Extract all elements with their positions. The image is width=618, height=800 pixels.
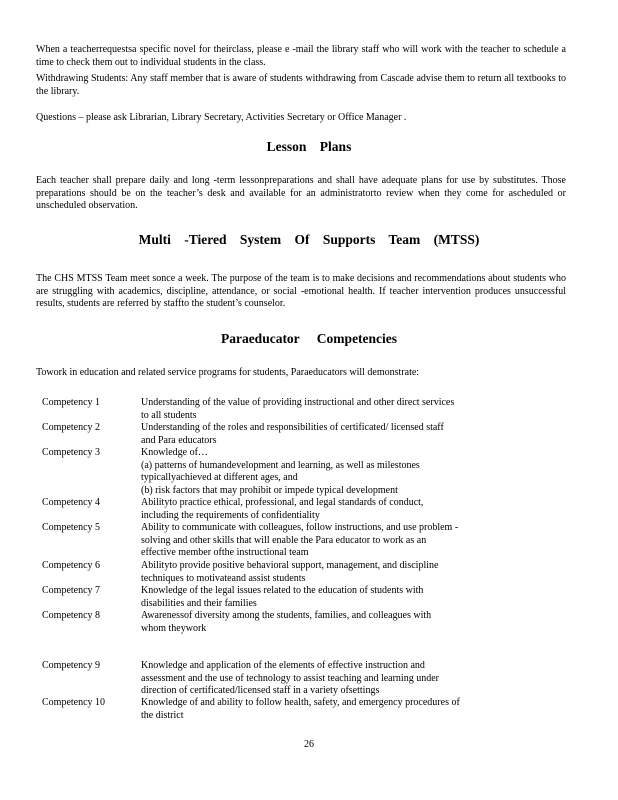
competency-description-line: (a) patterns of humandevelopment and learning, as well as milestones: [141, 459, 420, 471]
competency-description-line: assessment and the use of technology to assist teaching and learning under: [141, 672, 439, 684]
competency-label: Competency 8: [42, 610, 101, 621]
competency-label: Competency 5: [42, 522, 101, 533]
lesson-plans-heading: Lesson Plans: [266, 139, 352, 154]
competency-description-line: direction of certificated/licensed staff in a variety ofsettings: [141, 685, 380, 696]
competency-label: Competency 7: [42, 585, 101, 596]
competency-description-line: disabilities and their families: [141, 597, 257, 609]
paraeducator-competencies-heading: Paraeducator Competencies: [220, 331, 398, 346]
competency-description-line: Understanding of the value of providing instructional and other direct services: [141, 397, 455, 408]
competency-description: [141, 585, 531, 610]
competency-description-line: Abilityto provide positive behavioral support, management, and discipline: [141, 560, 439, 571]
competency-description-line: Ability to communicate with colleagues, follow instructions, and use problem -: [141, 522, 459, 533]
competency-description-line: whom theywork: [141, 622, 207, 634]
library-novel-request-paragraph: When a teacherrequestsa specific novel for theirclass, please e -mail the library staff who will work with the teacher to schedule a time to check them out to individual students in the class.: [36, 44, 566, 68]
competency-description: [141, 422, 531, 447]
competency-description-line: the district: [141, 709, 184, 721]
competency-description-line: effective member ofthe instructional team: [141, 547, 309, 558]
competency-description-line: to all students: [141, 409, 197, 421]
competency-description-line: typicallyachieved at different ages, and: [141, 472, 298, 483]
competency-description-line: Abilityto practice ethical, professional, and legal standards of conduct,: [141, 497, 424, 508]
questions-paragraph: Questions – please ask Librarian, Library Secretary, Activities Secretary or Office Manager .: [36, 112, 407, 123]
competency-description-line: Knowledge of and ability to follow health, safety, and emergency procedures of: [141, 697, 460, 708]
competency-label: Competency 1: [42, 397, 101, 408]
competency-description-line: (b) risk factors that may prohibit or impede typical development: [141, 484, 398, 496]
withdrawing-students-paragraph: Withdrawing Students: Any staff member that is aware of students withdrawing from Cascade advise them to return all textbooks to the library.: [36, 73, 566, 97]
competency-description-line: Awarenessof diversity among the students, families, and colleagues with: [141, 610, 432, 621]
competency-description: [141, 560, 531, 585]
competency-label: Competency 4: [42, 497, 101, 508]
mtss-heading: Multi -Tiered System Of Supports Team (MTSS): [138, 232, 480, 247]
competency-description: [141, 522, 531, 560]
competency-description-line: Knowledge and application of the elements of effective instruction and: [141, 660, 425, 671]
competency-description-line: Knowledge of…: [141, 447, 208, 458]
competency-label: Competency 10: [42, 697, 106, 708]
competency-description: [141, 660, 531, 698]
competency-label: Competency 2: [42, 422, 101, 433]
competency-description-line: Understanding of the roles and responsibilities of certificated/ licensed staff: [141, 422, 444, 433]
competency-description: [141, 610, 531, 635]
mtss-paragraph: The CHS MTSS Team meet sonce a week. The purpose of the team is to make decisions and recommendations about students who are struggling with academics, discipline, attendance, or social -emotional health. If teacher intervention produces unsuccessful results, students are referred by staffto the student’s counselor.: [36, 273, 566, 309]
lesson-plans-paragraph: Each teacher shall prepare daily and long -term lessonpreparations and shall have adequate plans for use by substitutes. Those preparations should be on the teacher’s desk and available for an administratorto review when they come for ascheduled or unscheduled observation.: [36, 175, 566, 211]
competency-description-line: including the requirements of confidentiality: [141, 509, 320, 521]
competency-description: [141, 447, 531, 497]
competency-description-line: Knowledge of the legal issues related to the education of students with: [141, 585, 424, 596]
competency-label: Competency 9: [42, 660, 101, 671]
competency-description: [141, 397, 531, 422]
paraeducator-intro-paragraph: Towork in education and related service programs for students, Paraeducators will demonstrate:: [36, 367, 420, 378]
page-number: 26: [304, 739, 314, 750]
competency-description: [141, 497, 531, 522]
competency-description: [141, 697, 531, 722]
competency-description-line: and Para educators: [141, 434, 217, 446]
competency-description-line: solving and other skills that will enable the Para educator to work as an: [141, 534, 427, 546]
competency-label: Competency 6: [42, 560, 101, 571]
competency-label: Competency 3: [42, 447, 101, 458]
competency-description-line: techniques to motivateand assist students: [141, 572, 306, 584]
